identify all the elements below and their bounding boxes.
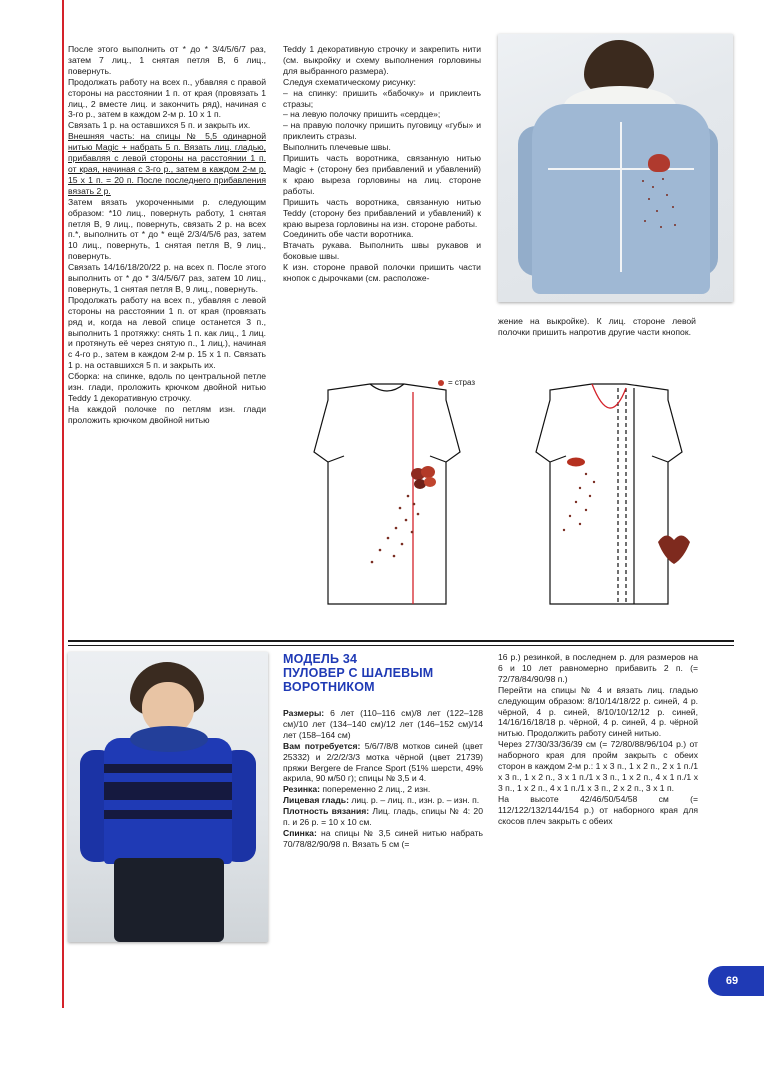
spec-value: 6 лет (110–116 см)/8 лет (122–128 см)/10 лет (134–140 см)/12 лет (146–152 см)/14 лет (158–164 см) (283, 708, 483, 740)
bottom-margin (0, 1008, 764, 1080)
spec-label: Спинка: (283, 827, 317, 838)
spec-value: Лиц. гладь, спицы № 4: 20 п. и 26 р. = 10 х 10 см. (283, 806, 483, 828)
paragraph: На каждой полочке по петлям изн. глади проложить крючком двойной нитью (68, 403, 266, 425)
vertical-red-rule (62, 0, 64, 1080)
paragraph-assembly: Сборка: на спинке, вдоль по центральной петле изн. глади, проложить крючком двойной нитью Teddy 1 декоративную строчку. (68, 371, 266, 403)
paragraph: 16 р.) резинкой, в последнем р. для размеров на 6 и 10 лет равномерно прибавить 2 п. (= 72/78/84/90/98 п.) (498, 652, 698, 684)
paragraph: Перейти на спицы № 4 и вязать лиц. гладью следующим образом: 8/10/14/18/22 р. синей, 4 р. чёрной, 4 р. синей, 8/10/10/12/12 р. синей, 14/16/16/18/18 р. чёрной, 4 р. синей, 4 р. чёрной нитью. Продолжить работу синей нитью. (498, 684, 698, 739)
paragraph: Связать 14/16/18/20/22 р. на всех п. После этого выполнить от * до * 3/4/5/6/7 раз, затем 10 лиц., повернуть, 1 снятая петля В, 9 лиц., повернуть. (68, 262, 266, 294)
paragraph: Пришить часть воротника, связанную нитью Magic + (сторону без прибавлений и убавлений) к краю выреза горловины на лиц. стороне работы. (283, 153, 481, 196)
back-neckline (370, 384, 404, 391)
back-butterfly-applique (411, 466, 436, 489)
spec-back (283, 828, 483, 850)
top-column-1 (68, 44, 266, 426)
photo-butterfly-applique (648, 154, 670, 172)
paragraph: – на левую полочку пришить «сердце»; (283, 109, 441, 120)
bottom-column-1 (283, 708, 483, 850)
paragraph: Пришить часть воротника, связанную нитью Teddy (сторону без прибавлений и убавлений) к краю выреза горловины на изн. стороне работы. (283, 196, 481, 229)
photo-pullover-body (104, 738, 232, 864)
paragraph: К изн. стороне правой полочки пришить части кнопок с дырочками (см. расположе- (283, 262, 481, 284)
paragraph: Продолжать работу на всех п., убавляя с правой стороны на расстоянии 1 п. от края (провязать 1 лиц., 2 вместе лиц. и закончить ряд), начиная с 3-го р., затем в каждом 2-м р. 10 х 1 п. (68, 76, 266, 120)
spec-rib (283, 784, 483, 795)
paragraph: жение на выкройке). К лиц. стороне левой полочки пришить напротив другие части кнопок. (498, 316, 696, 337)
spec-label: Размеры: (283, 708, 325, 718)
model-heading (283, 652, 483, 694)
spec-gauge (283, 806, 483, 828)
bottom-column-2 (498, 652, 698, 827)
photo-shawl-collar (130, 726, 208, 752)
photo-rhinestone-dots (638, 176, 682, 236)
paragraph: На высоте 42/46/50/54/58 см (= 112/122/132/144/154 р.) от наборного края для скосов плеч закрыть с обеих (498, 793, 698, 826)
spec-label: Вам потребуется: (283, 740, 361, 751)
spec-sizes (283, 708, 483, 741)
photo-blue-cardigan-back (498, 34, 733, 302)
section-divider (68, 640, 734, 642)
paragraph: Следуя схематическому рисунку: (283, 76, 416, 87)
spec-label: Плотность вязания: (283, 806, 370, 817)
top-column-3 (498, 316, 696, 338)
model-title: ПУЛОВЕР С ШАЛЕВЫМ ВОРОТНИКОМ (283, 666, 434, 694)
paragraph: Связать 1 р. на оставшихся 5 п. и закрыть их. (68, 120, 251, 131)
front-piece-outline (536, 384, 682, 604)
page-number-badge: 69 (708, 966, 764, 996)
section-divider-thin (68, 645, 734, 646)
paragraph: – на правую полочку пришить пуговицу «губы» и приклеить стразы. (283, 120, 481, 142)
front-heart-applique (658, 535, 690, 564)
paragraph: Через 27/30/33/36/39 см (= 72/80/88/96/104 р.) от наборного края для пройм закрыть с обеих сторон в каждом 2-м р.: 1 х 3 п., 1 х 2 п., 2 х 1 п./1 х 3 п., 1 х 2 п., 3 х 1 п./1 х 3 п., 1 х 2 п., 4 х 1 п./1 х 3 п., 1 х 2 п., 4 х 1 п./1 х 3 п., 2 х 2 п., 3 х 1 п. (498, 739, 698, 793)
spec-materials (283, 741, 483, 785)
paragraph: Выполнить плечевые швы. (283, 142, 391, 153)
spec-value: на спицы № 3,5 синей нитью набрать 70/78/82/90/98 п. Вязать 5 см (= (283, 827, 483, 849)
photo-cardigan-body (532, 104, 710, 294)
legend-label: = страз (448, 378, 476, 387)
left-margin (0, 0, 62, 1080)
spec-stockinette (283, 795, 483, 806)
top-column-2 (283, 44, 481, 284)
paragraph: Втачать рукава. Выполнить швы рукавов и боковые швы. (283, 240, 481, 262)
back-piece-outline (314, 384, 460, 604)
spec-value: 5/6/7/8/8 мотков синей (цвет 25332) и 2/2/2/3/3 мотка чёрной (цвет 21739) пряжи Bergere de France Sport (51% шерсти, 49% акрила, 90 м/50 г); спицы № 3,5 и 4. (283, 740, 483, 784)
spec-value: лиц. р. – лиц. п., изн. р. – изн. п. (348, 795, 480, 806)
paragraph: – на спинку: пришить «бабочку» и приклеить стразы; (283, 87, 481, 109)
paragraph-outer-part: Внешняя часть: на спицы № 5,5 одинарной нитью Magic + набрать 5 п. Вязать лиц. гладью, прибавляя с левой стороны на расстоянии 1 п. от края, начиная с 3-го р., затем в каждом 2-м р. 15 х 1 п. = 20 п. После последнего прибавления вязать 2 р. (68, 131, 266, 196)
spec-label: Лицевая гладь: (283, 795, 349, 806)
back-rhinestones (371, 495, 420, 564)
paragraph: Teddy 1 декоративную строчку и закрепить нити (см. выкройку и схему выполнения горловины для выбранного размера). (283, 44, 481, 76)
paragraph: После этого выполнить от * до * 3/4/5/6/7 раз, затем 7 лиц., 1 снятая петля В, 6 лиц., повернуть. (68, 44, 266, 76)
paragraph: Соединить обе части воротника. (283, 229, 414, 240)
spec-label: Резинка: (283, 784, 320, 795)
front-neckline-red (592, 384, 626, 408)
spec-value: попеременно 2 лиц., 2 изн. (320, 784, 431, 795)
front-rhinestones (563, 473, 595, 531)
photo-blue-pullover-boy (68, 652, 268, 942)
front-lips-button (567, 458, 585, 467)
paragraph: Продолжать работу на всех п., убавляя с левой стороны на расстоянии 1 п. от края (провязать ряд и, когда на левой спице останется 3 п., выполнить 1 протяжку: снять 1 п. как лиц., 1 лиц. и протянуть её через снятую п., 1 лиц.), начиная с 4-го р., затем в каждом 2-м р. 15 х 1 п. Связать 1 р. на оставшихся 5 п. и закрыть их. (68, 294, 266, 371)
paragraph: Затем вязать укороченными р. следующим образом: *10 лиц., повернуть работу, 1 снятая петля В, 9 лиц., повернуть, связать 2 р. на всех п.*, выполнить от * до * ещё 2/3/4/5/6 раз, затем 10 лиц., повернуть, 1 снятая петля В, 9 лиц., повернуть. (68, 196, 266, 262)
model-number: МОДЕЛЬ 34 (283, 652, 358, 666)
photo-trousers (114, 858, 224, 942)
schematic-drawings (300, 378, 740, 628)
